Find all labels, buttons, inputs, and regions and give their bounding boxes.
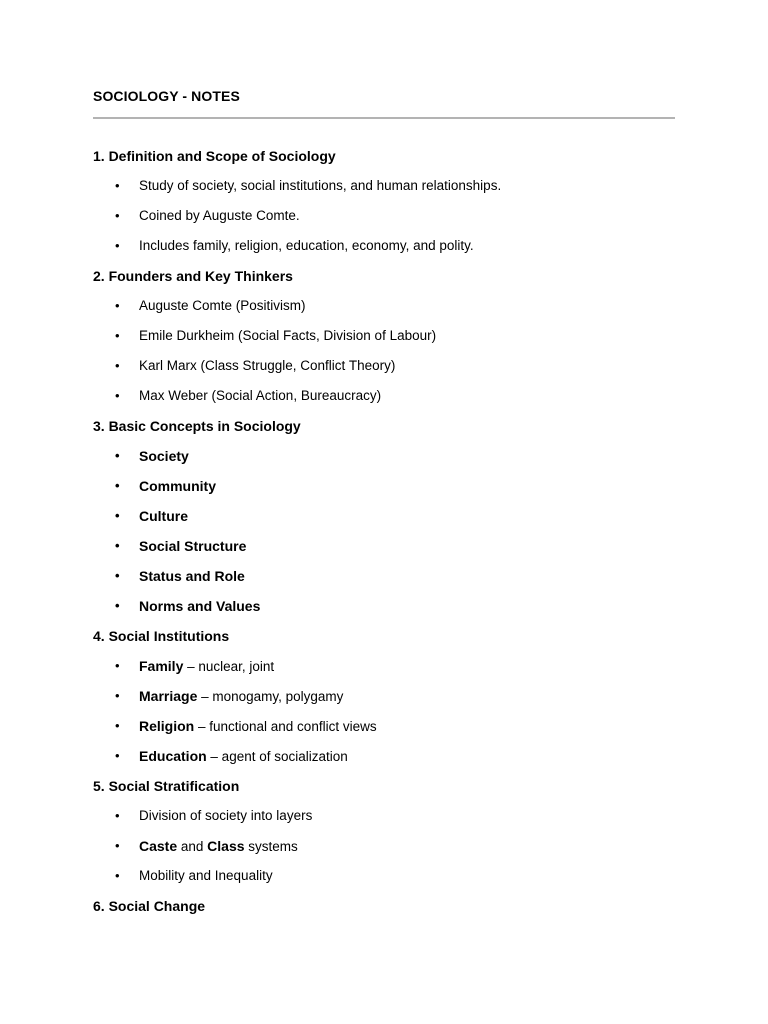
bullet-icon: • xyxy=(115,688,120,703)
item-term: Education xyxy=(139,748,207,764)
bullet-icon: • xyxy=(115,358,120,373)
list-item xyxy=(93,357,693,387)
bullet-icon: • xyxy=(115,478,120,493)
list-item xyxy=(93,597,693,627)
section-social-change xyxy=(93,897,693,927)
item-connector: and xyxy=(177,839,208,854)
title-divider xyxy=(93,117,675,119)
section-heading: 5. Social Stratification xyxy=(93,778,240,794)
item-text: Mobility and Inequality xyxy=(139,868,273,883)
bullet-icon: • xyxy=(115,748,120,763)
bullet-icon: • xyxy=(115,298,120,313)
item-text: Study of society, social institutions, and human relationships. xyxy=(139,178,502,193)
item-description: – monogamy, polygamy xyxy=(197,689,344,704)
section-social-institutions xyxy=(93,627,693,777)
item-term: Caste xyxy=(139,838,178,854)
item-text: Coined by Auguste Comte. xyxy=(139,208,300,223)
section-heading: 6. Social Change xyxy=(93,898,206,914)
list-item xyxy=(93,237,693,267)
section-heading: 3. Basic Concepts in Sociology xyxy=(93,418,301,434)
item-text: Culture xyxy=(139,508,188,524)
section-heading: 4. Social Institutions xyxy=(93,628,230,644)
list-item xyxy=(93,567,693,597)
list-item xyxy=(93,507,693,537)
list-item xyxy=(93,447,693,477)
item-description: – functional and conflict views xyxy=(194,719,377,734)
item-text: Emile Durkheim (Social Facts, Division of Labour) xyxy=(139,328,437,343)
bullet-icon: • xyxy=(115,388,120,403)
section-founders xyxy=(93,267,693,417)
item-text: Division of society into layers xyxy=(139,808,313,823)
bullet-icon: • xyxy=(115,598,120,613)
bullet-icon: • xyxy=(115,868,120,883)
list-item xyxy=(93,687,693,717)
item-term: Family xyxy=(139,658,184,674)
bullet-icon: • xyxy=(115,208,120,223)
list-item xyxy=(93,837,693,867)
item-text: Auguste Comte (Positivism) xyxy=(139,298,306,313)
item-term: Marriage xyxy=(139,688,198,704)
bullet-icon: • xyxy=(115,718,120,733)
list-item xyxy=(93,807,693,837)
list-item xyxy=(93,747,693,777)
bullet-list xyxy=(93,807,693,897)
list-item xyxy=(93,387,693,417)
section-social-stratification xyxy=(93,777,693,897)
item-term: Religion xyxy=(139,718,195,734)
bullet-list xyxy=(93,657,693,777)
item-description: – nuclear, joint xyxy=(183,659,275,674)
item-description: – agent of socialization xyxy=(206,749,348,764)
bullet-list xyxy=(93,177,693,267)
bullet-icon: • xyxy=(115,538,120,553)
item-text: Includes family, religion, education, economy, and polity. xyxy=(139,238,474,253)
item-text: Karl Marx (Class Struggle, Conflict Theory) xyxy=(139,358,396,373)
list-item xyxy=(93,657,693,687)
item-text: Community xyxy=(139,478,216,494)
list-item xyxy=(93,867,693,897)
item-text: Norms and Values xyxy=(139,598,261,614)
notes-content xyxy=(93,147,693,927)
bullet-icon: • xyxy=(115,328,120,343)
bullet-list xyxy=(93,447,693,627)
item-text: Status and Role xyxy=(139,568,245,584)
bullet-icon: • xyxy=(115,568,120,583)
list-item xyxy=(93,537,693,567)
section-basic-concepts xyxy=(93,417,693,627)
item-term: Class xyxy=(207,838,245,854)
bullet-icon: • xyxy=(115,178,120,193)
list-item xyxy=(93,327,693,357)
list-item xyxy=(93,177,693,207)
section-heading: 2. Founders and Key Thinkers xyxy=(93,268,293,284)
list-item xyxy=(93,477,693,507)
item-text: Max Weber (Social Action, Bureaucracy) xyxy=(139,388,382,403)
document-title: SOCIOLOGY - NOTES xyxy=(93,88,240,104)
bullet-icon: • xyxy=(115,238,120,253)
bullet-list xyxy=(93,297,693,417)
bullet-icon: • xyxy=(115,658,120,673)
item-text: Social Structure xyxy=(139,538,247,554)
list-item xyxy=(93,717,693,747)
bullet-icon: • xyxy=(115,448,120,463)
list-item xyxy=(93,207,693,237)
section-definition-scope xyxy=(93,147,693,267)
section-heading: 1. Definition and Scope of Sociology xyxy=(93,148,336,164)
bullet-icon: • xyxy=(115,838,120,853)
item-description: systems xyxy=(244,839,298,854)
list-item xyxy=(93,297,693,327)
bullet-icon: • xyxy=(115,808,120,823)
bullet-icon: • xyxy=(115,508,120,523)
item-text: Society xyxy=(139,448,189,464)
